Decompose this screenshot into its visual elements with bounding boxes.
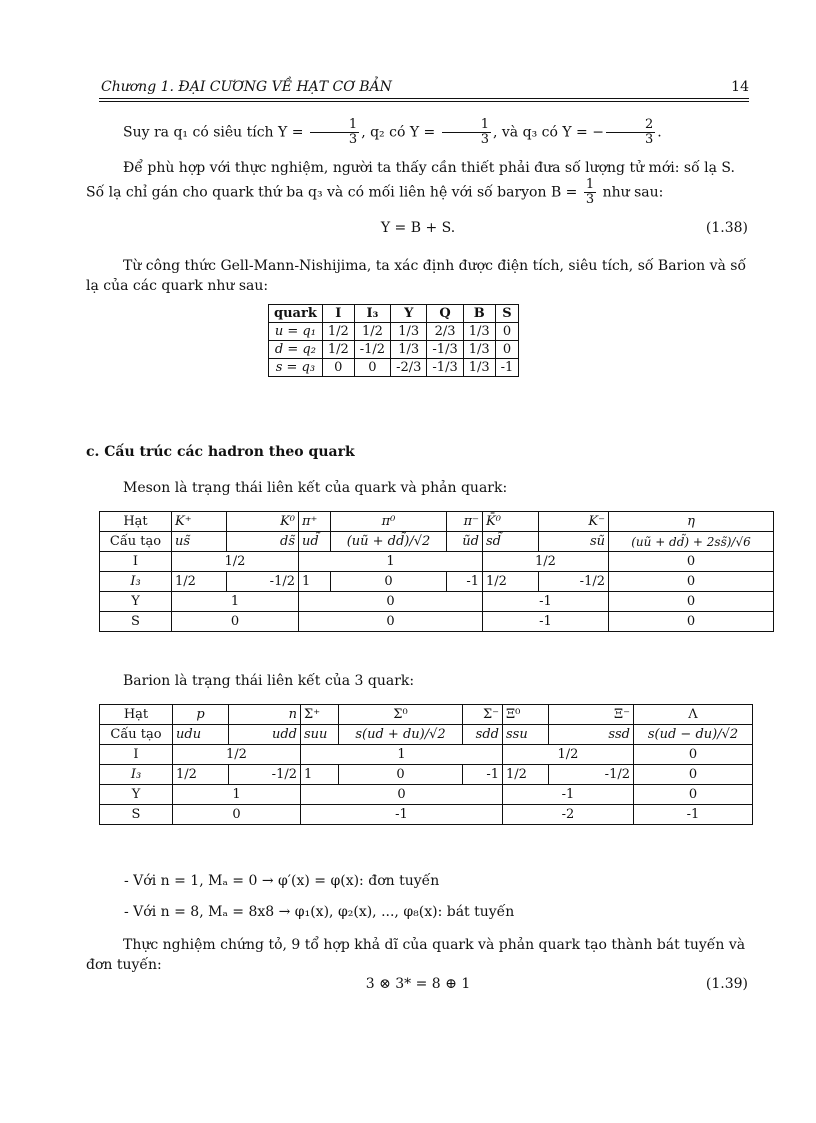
header-rule-thin: [99, 101, 749, 102]
table-row: I₃ 1/2 -1/2 1 0 -1 1/2 -1/2 0: [100, 765, 753, 785]
paragraph-strangeness-line1: Để phù hợp với thực nghiệm, người ta thấy cần thiết phải đưa số lượng tử mới: số lạ S.: [123, 160, 735, 176]
table-row: S 0 0 -1 0: [100, 612, 774, 632]
table-row: Y 1 0 -1 0: [100, 592, 774, 612]
table-row: Cấu tạo us̃ ds̃ ud̃ (uũ + dd̃)/√2 ũd sd̃ sũ (uũ + dd̃) + 2ss̃)/√6: [100, 532, 774, 552]
fraction: $\frac{1}{3}$: [442, 118, 491, 147]
paragraph-octet: Thực nghiệm chứng tỏ, 9 tổ hợp khả dĩ của quark và phản quark tạo thành bát tuyến và đơn tuyến:: [86, 937, 746, 973]
table-row: Hạt p n Σ⁺ Σ⁰ Σ⁻ Ξ⁰ Ξ⁻ Λ: [100, 705, 753, 725]
table-row: s = q₃ 0 0 -2/3 -1/3 1/3 -1: [269, 359, 519, 377]
header-rule: [99, 98, 749, 99]
meson-table: [99, 511, 774, 632]
baryon-intro: Barion là trạng thái liên kết của 3 quark:: [123, 673, 415, 689]
equation-body: Y = B + S.: [380, 220, 456, 236]
table-row: I 1/2 1 1/2 0: [100, 552, 774, 572]
equation-number: (1.39): [705, 976, 748, 992]
equation-1-38: [86, 217, 750, 239]
running-header: [101, 76, 749, 98]
equation-1-39: [86, 973, 750, 995]
fraction: $\frac{1}{3}$: [310, 118, 359, 147]
list-item: - Với n = 8, Mₐ = 8x8 → φ₁(x), φ₂(x), ..., φ₈(x): bát tuyến: [124, 904, 515, 920]
meson-intro: Meson là trạng thái liên kết của quark và phản quark:: [123, 480, 508, 496]
table-row: Cấu tạo udu udd suu s(ud + du)/√2 sdd ssu ssd s(ud − du)/√2: [100, 725, 753, 745]
table-row: S 0 -1 -2 -1: [100, 805, 753, 825]
paragraph-gell-mann: Từ công thức Gell-Mann-Nishijima, ta xác định được điện tích, siêu tích, số Barion và số lạ của các quark như sau:: [86, 258, 747, 294]
table-row: I 1/2 1 1/2 0: [100, 745, 753, 765]
quark-table: [268, 304, 519, 377]
baryon-table: [99, 704, 753, 825]
fraction: $\frac{1}{3}$: [585, 177, 595, 207]
page-number: 14: [731, 79, 749, 95]
table-row: I₃ 1/2 -1/2 1 0 -1 1/2 -1/2 0: [100, 572, 774, 592]
paragraph-hypercharge: Suy ra q₁ có siêu tích Y = $\frac{1}{3}$ , q₂ có Y = $\frac{1}{3}$ , và q₃ có Y = − $\frac{2}{3}$ .: [123, 117, 662, 147]
paragraph-strangeness-line2: Số lạ chỉ gán cho quark thứ ba q₃ và có mối liên hệ với số baryon B = $\frac{1}{3}$ như sau:: [86, 177, 664, 207]
table-row: Y 1 0 -1 0: [100, 785, 753, 805]
equation-body: 3 ⊗ 3* = 8 ⊕ 1: [365, 976, 471, 992]
table-row: u = q₁ 1/2 1/2 1/3 2/3 1/3 0: [269, 323, 519, 341]
chapter-title: Chương 1. ĐẠI CƯƠNG VỀ HẠT CƠ BẢN: [101, 79, 392, 95]
fraction: $\frac{2}{3}$: [606, 118, 655, 147]
table-header-row: quark I I₃ Y Q B S: [269, 305, 519, 323]
list-item: - Với n = 1, Mₐ = 0 → φ′(x) = φ(x): đơn tuyến: [124, 873, 440, 889]
table-row: d = q₂ 1/2 -1/2 1/3 -1/3 1/3 0: [269, 341, 519, 359]
table-row: Hạt K⁺ K⁰ π⁺ π⁰ π⁻ K̄⁰ K⁻ η: [100, 512, 774, 532]
section-heading: c. Cấu trúc các hadron theo quark: [86, 444, 355, 460]
equation-number: (1.38): [705, 220, 748, 236]
